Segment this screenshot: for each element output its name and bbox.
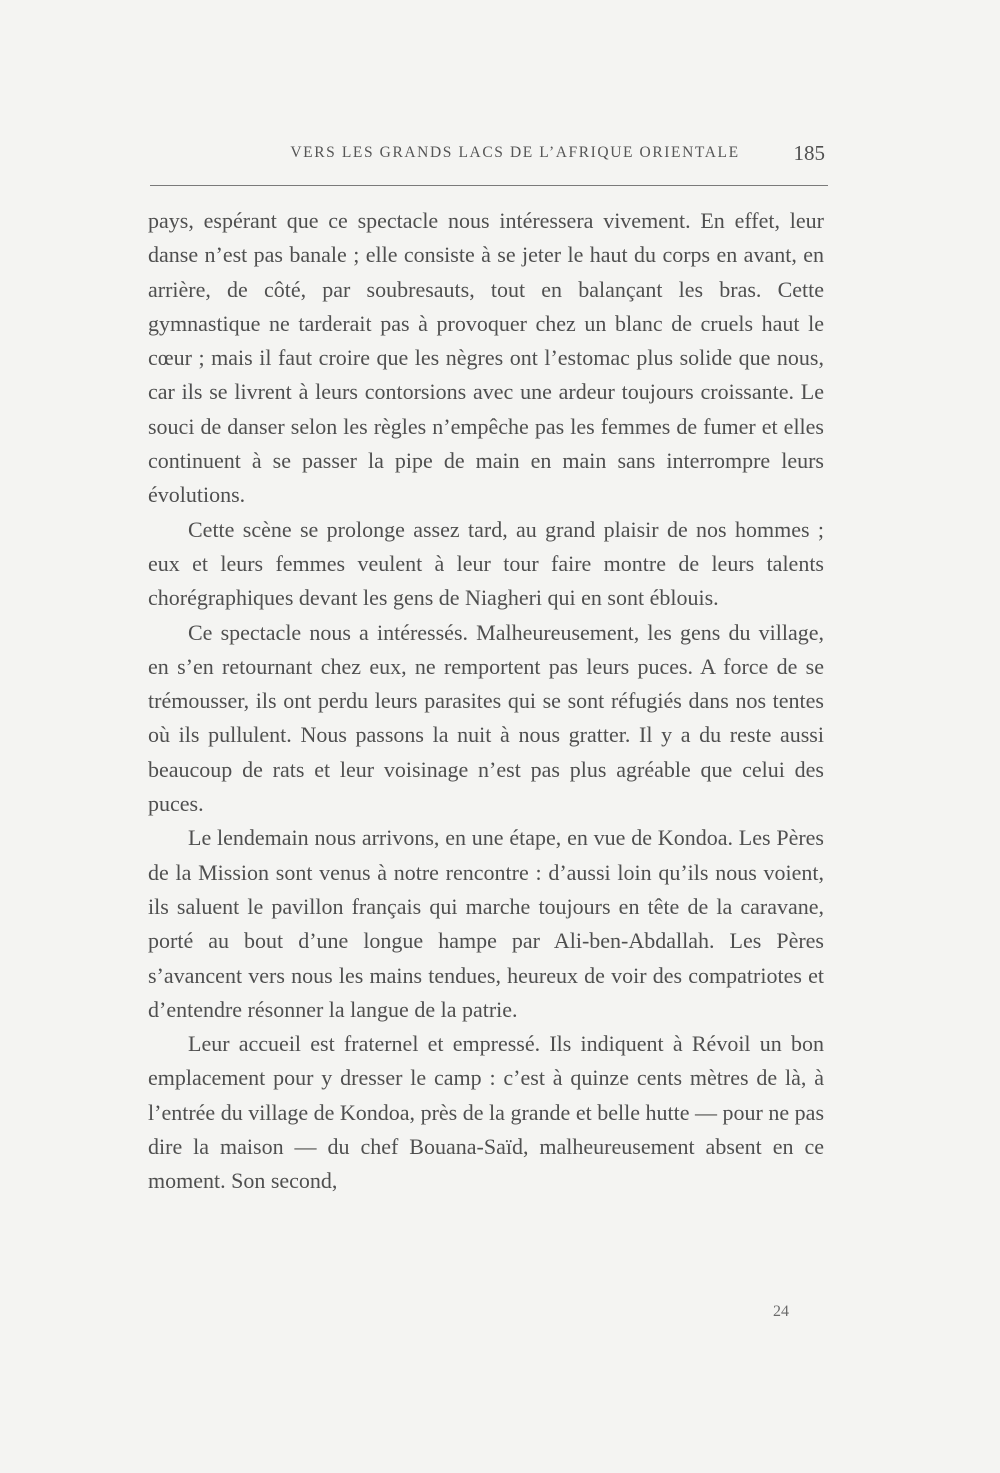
page-number: 185 <box>793 141 825 165</box>
paragraph: Cette scène se prolonge assez tard, au grand plaisir de nos hommes ; eux et leurs femmes veulent à leur tour faire montre de leurs talents chorégraphiques devant les gens de Niagheri qui en sont éblouis. <box>148 516 824 611</box>
paragraph: Leur accueil est fraternel et empressé. Ils indiquent à Révoil un bon emplacement pour y dresser le camp : c’est à quinze cents mètres de là, à l’entrée du village de Kondoa, près de la grande et belle hutte — pour ne pas dire la maison — du chef Bouana-Saïd, malheureusement absent en ce moment. Son second, <box>148 1031 824 1194</box>
running-title: VERS LES GRANDS LACS DE L’AFRIQUE ORIENTALE <box>290 144 740 161</box>
body-text <box>148 204 824 1199</box>
signature-mark: 24 <box>773 1303 789 1320</box>
header-rule <box>150 185 828 186</box>
paragraph: Ce spectacle nous a intéressés. Malheureusement, les gens du village, en s’en retournant chez eux, ne remportent pas leurs puces. A force de se trémousser, ils ont perdu leurs parasites qui se sont réfugiés dans nos tentes où ils pullulent. Nous passons la nuit à nous gratter. Il y a du reste aussi beaucoup de rats et leur voisinage n’est pas plus agréable que celui des puces. <box>148 619 824 817</box>
page-header <box>150 141 830 171</box>
paragraph: Le lendemain nous arrivons, en une étape, en vue de Kondoa. Les Pères de la Mission sont venus à notre rencontre : d’aussi loin qu’ils nous voient, ils saluent le pavillon français qui marche toujours en tête de la caravane, porté au bout d’une longue hampe par Ali-ben-Abdallah. Les Pères s’avancent vers nous les mains tendues, heureux de voir des compatriotes et d’entendre résonner la langue de la patrie. <box>148 825 824 1022</box>
paragraph: pays, espérant que ce spectacle nous intéressera vivement. En effet, leur danse n’est pas banale ; elle consiste à se jeter le haut du corps en avant, en arrière, de côté, par soubresauts, tout en balançant les bras. Cette gymnastique ne tarderait pas à provoquer chez un blanc de cruels haut le cœur ; mais il faut croire que les nègres ont l’estomac plus solide que nous, car ils se livrent à leurs contorsions avec une ardeur toujours croissante. Le souci de danser selon les règles n’empêche pas les femmes de fumer et elles continuent à se passer la pipe de main en main sans interrompre leurs évolutions. <box>148 208 824 508</box>
